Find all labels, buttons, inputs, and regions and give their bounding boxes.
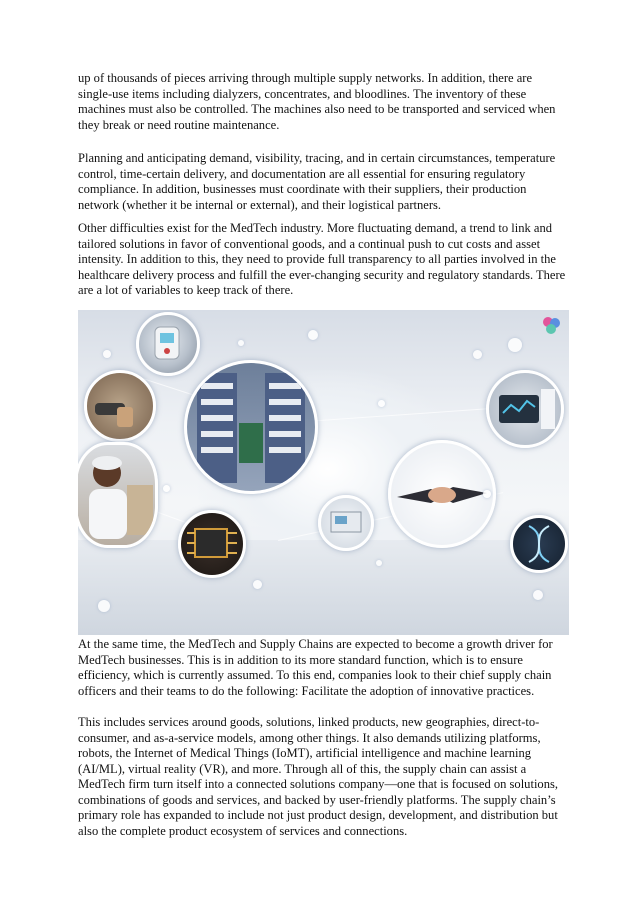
- network-dot: [238, 340, 244, 346]
- barcode-scanner-icon: [87, 373, 153, 439]
- medtech-supply-chain-image: [78, 310, 569, 635]
- lab-equipment-icon: [321, 498, 371, 548]
- paragraph-supply-networks: up of thousands of pieces arriving through multiple supply networks. In addition, there are single-use items including dialyzers, concentrates, and bloodlines. The inventory of these machines must also be controlled. The machines also need to be transported and serviced when they break or need routine maintenance.: [78, 71, 556, 132]
- dna-helix-bubble: [510, 515, 568, 573]
- network-dot: [378, 400, 385, 407]
- lab-equipment-bubble: [318, 495, 374, 551]
- network-dot: [253, 580, 262, 589]
- pharmacy-shelves-bubble: [184, 360, 318, 494]
- paragraph-medtech-difficulties: Other difficulties exist for the MedTech industry. More fluctuating demand, a trend to link and tailored solutions in favor of conventional goods, and a continual push to cut costs and asset intensity. In addition to this, they need to provide full transparency to all parties involved in the healthcare delivery process and fulfill the ever-changing security and regulatory standards. There are a lot of variables to keep track of there.: [78, 221, 566, 297]
- network-dot: [533, 590, 543, 600]
- network-dot: [508, 338, 522, 352]
- network-dot: [473, 350, 482, 359]
- handshake-bubble: [388, 440, 496, 548]
- network-dot: [98, 600, 110, 612]
- network-dot: [483, 490, 491, 498]
- dna-helix-icon: [513, 518, 565, 570]
- brand-logo-icon: [540, 314, 562, 336]
- barcode-scanner-bubble: [84, 370, 156, 442]
- paragraph-planning-demand: Planning and anticipating demand, visibility, tracing, and in certain circumstances, temperature control, time-certain delivery, and documentation are all essential for ensuring regulatory compliance. In addition, businesses must coordinate with their suppliers, their production network (whether it be internal or external), and their logistical partners.: [78, 151, 556, 212]
- floor-background: [78, 540, 569, 635]
- handshake-icon: [391, 443, 493, 545]
- tablet-monitor-bubble: [486, 370, 564, 448]
- lab-worker-bubble: [78, 442, 158, 548]
- circuit-board-icon: [181, 513, 243, 575]
- medical-device-icon: [139, 315, 197, 373]
- paragraph-growth-driver: At the same time, the MedTech and Supply Chains are expected to become a growth driver for MedTech businesses. This is in addition to its more standard function, which is to ensure efficiency, which is currently assumed. To this end, companies look to their chief supply chain officers and their teams to do the following: Facilitate the adoption of innovative practices.: [78, 637, 553, 698]
- pharmacy-shelves-icon: [187, 363, 315, 491]
- medical-device-bubble: [136, 312, 200, 376]
- tablet-monitor-icon: [489, 373, 561, 445]
- network-dot: [376, 560, 382, 566]
- network-dot: [163, 485, 170, 492]
- network-dot: [103, 350, 111, 358]
- network-dot: [308, 330, 318, 340]
- paragraph-services-platforms: This includes services around goods, solutions, linked products, new geographies, direct-to-consumer, and as-a-service models, among other things. It also demands utilizing platforms, robots, the Internet of Medical Things (IoMT), artificial intelligence and machine learning (AI/ML), virtual reality (VR), and more. Through all of this, the supply chain can assist a MedTech firm turn itself into a connected solutions company—one that is focused on solutions, combinations of goods and services, and backed by user-friendly platforms. The supply chain’s primary role has expanded to include not just product design, development, and distribution but also the complete product ecosystem of services and connections.: [78, 715, 558, 838]
- lab-worker-icon: [78, 445, 155, 545]
- circuit-board-bubble: [178, 510, 246, 578]
